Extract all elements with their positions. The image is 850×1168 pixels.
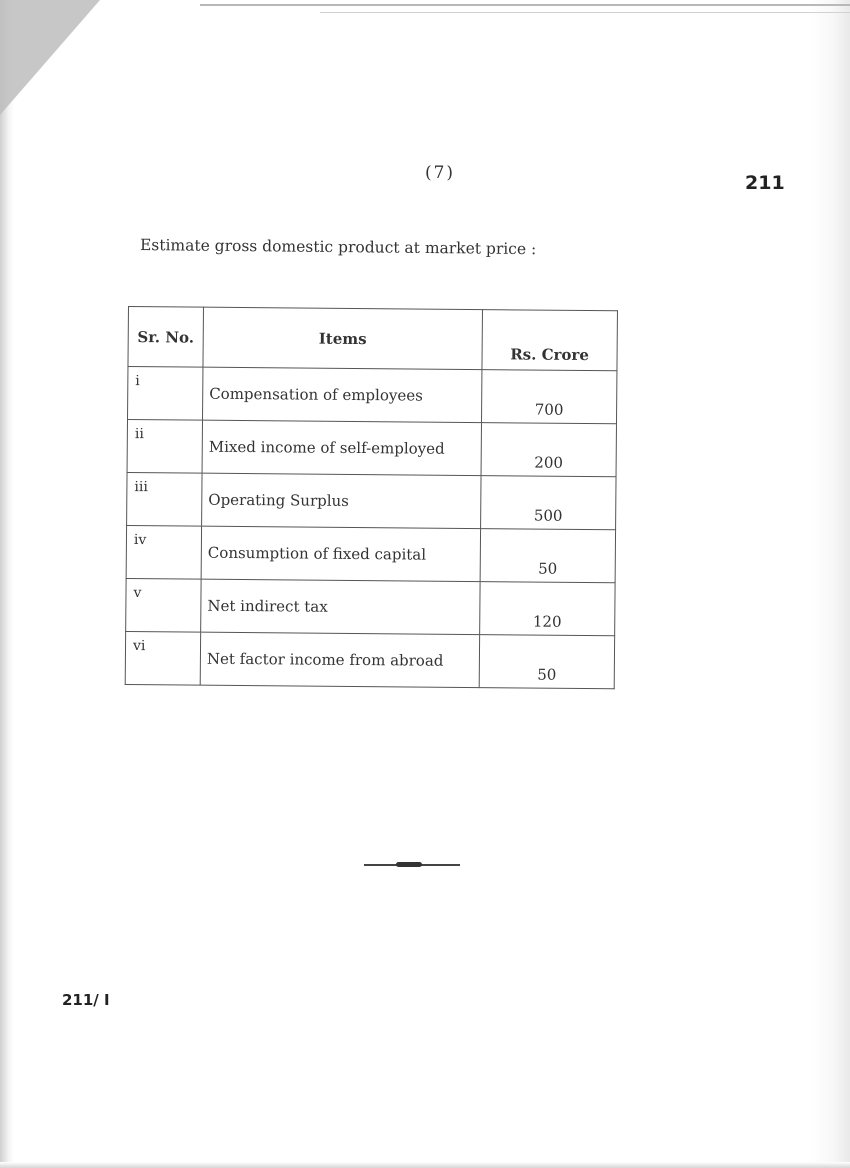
row-value: 500 (481, 476, 616, 530)
table-header-row (128, 307, 618, 371)
data-table (125, 306, 618, 689)
table-row (126, 578, 615, 635)
row-value: 50 (480, 529, 615, 583)
table-row (128, 367, 617, 424)
row-sr: ii (127, 420, 202, 474)
row-item: Mixed income of self-employed (202, 420, 481, 475)
row-item: Operating Surplus (202, 473, 481, 528)
row-value: 700 (481, 370, 616, 424)
row-value: 200 (481, 423, 616, 477)
row-sr: vi (125, 631, 200, 685)
row-item: Consumption of fixed capital (201, 526, 480, 581)
paper-code-bottom: 211/ I (62, 991, 110, 1009)
table-row (127, 420, 616, 477)
header-sr-no: Sr. No. (128, 307, 204, 368)
row-item: Net indirect tax (201, 579, 480, 634)
paper-code-top: 211 (745, 172, 785, 194)
row-sr: iii (127, 472, 202, 526)
row-value: 120 (480, 582, 615, 636)
scan-left-edge (0, 0, 14, 1168)
row-sr: v (126, 578, 201, 632)
scan-top-line (200, 4, 850, 6)
header-rs-crore: Rs. Crore (482, 310, 618, 371)
scan-bottom-edge (0, 1162, 850, 1168)
question-text: Estimate gross domestic product at market price : (139, 236, 537, 259)
table-row (127, 472, 616, 529)
row-item: Net factor income from abroad (200, 632, 479, 687)
scan-corner-fold (0, 0, 100, 115)
page-number: (7) (424, 163, 456, 183)
data-table-container (125, 306, 618, 684)
scan-top-line-secondary (320, 12, 850, 13)
row-value: 50 (479, 635, 614, 689)
table-row (126, 525, 615, 582)
table-row (125, 631, 614, 688)
header-items: Items (203, 307, 483, 369)
row-item: Compensation of employees (203, 367, 482, 422)
row-sr: iv (126, 525, 201, 579)
end-of-paper-ornament (396, 862, 422, 867)
scan-right-edge (810, 0, 850, 1168)
row-sr: i (128, 367, 203, 421)
